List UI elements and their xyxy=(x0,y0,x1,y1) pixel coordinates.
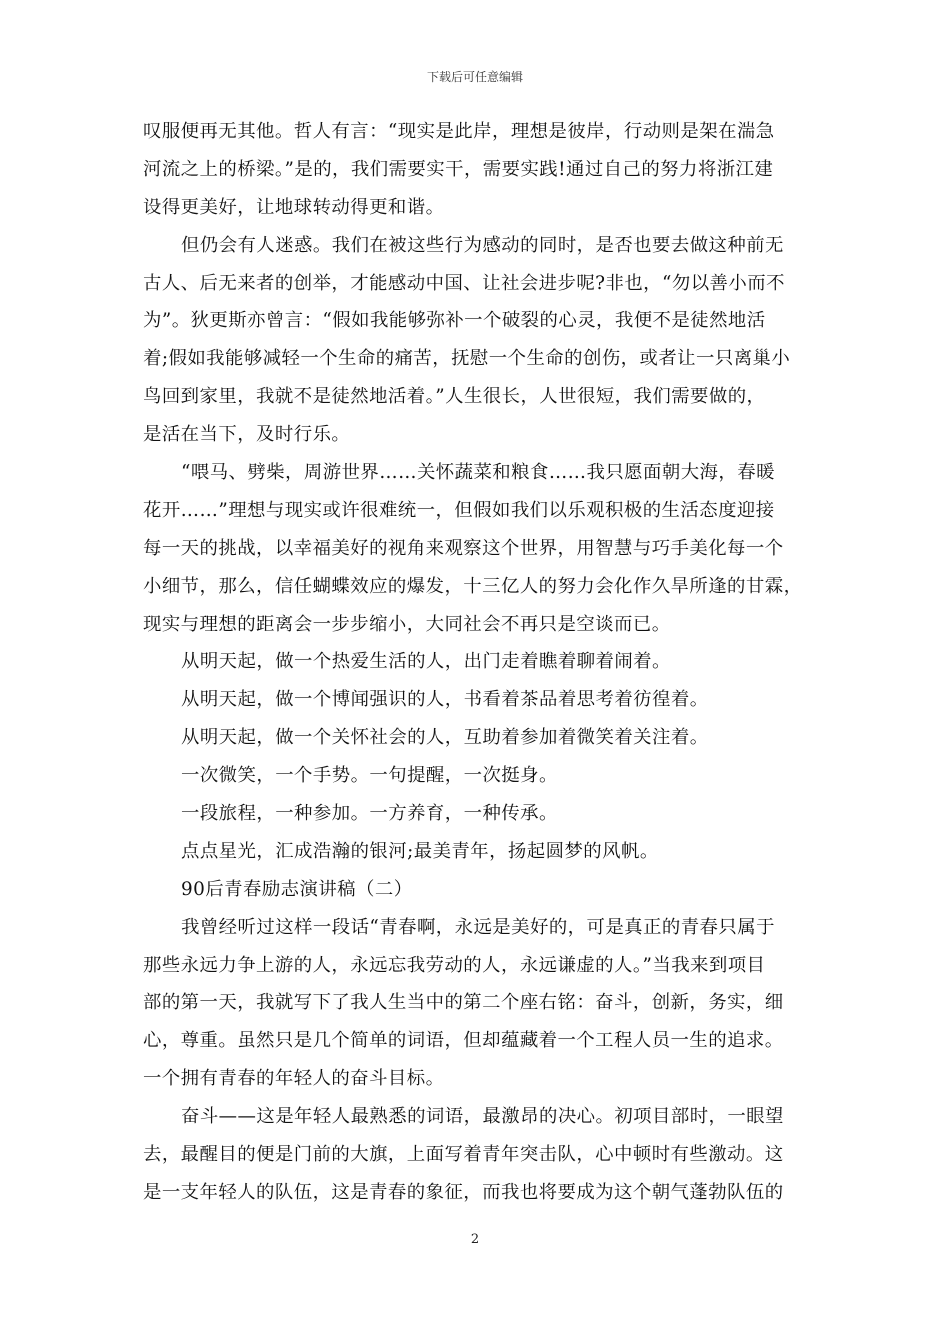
text-line: 从明天起，做一个关怀社会的人，互助着参加着微笑着关注着。 xyxy=(181,727,709,749)
text-line: 设得更美好，让地球转动得更和谐。 xyxy=(143,196,445,218)
text-line: 那些永远力争上游的人，永远忘我劳动的人，永远谦虚的人。”当我来到项目 xyxy=(143,954,766,976)
text-line: 着;假如我能够减轻一个生命的痛苦，抚慰一个生命的创伤，或者让一只离巢小 xyxy=(143,348,791,370)
text-line: 河流之上的桥梁。”是的，我们需要实干，需要实践!通过自己的努力将浙江建 xyxy=(143,158,774,180)
text-line: 90后青春励志演讲稿（二） xyxy=(181,878,413,900)
text-line: 奋斗——这是年轻人最熟悉的词语，最激昂的决心。初项目部时，一眼望 xyxy=(181,1106,784,1128)
text-line: 是一支年轻人的队伍，这是青春的象征，而我也将要成为这个朝气蓬勃队伍的 xyxy=(143,1181,784,1203)
text-line: 部的第一天，我就写下了我人生当中的第二个座右铭：奋斗，创新，务实，细 xyxy=(143,992,784,1014)
text-line: 花开……”理想与现实或许很难统一，但假如我们以乐观积极的生活态度迎接 xyxy=(143,499,775,521)
text-line: 古人、后无来者的创举，才能感动中国、让社会进步呢?非也，“勿以善小而不 xyxy=(143,272,785,294)
text-line: 一个拥有青春的年轻人的奋斗目标。 xyxy=(143,1068,445,1090)
text-line: 小细节，那么，信任蝴蝶效应的爆发，十三亿人的努力会化作久旱所逢的甘霖， xyxy=(143,575,803,597)
text-line: 从明天起，做一个热爱生活的人，出门走着瞧着聊着闹着。 xyxy=(181,651,671,673)
text-line: 现实与理想的距离会一步步缩小，大同社会不再只是空谈而已。 xyxy=(143,613,671,635)
document-body xyxy=(143,113,811,1212)
text-line: 鸟回到家里，我就不是徒然地活着。”人生很长，人世很短，我们需要做的， xyxy=(143,386,766,408)
page-number: 2 xyxy=(470,1232,480,1247)
text-line: 去，最醒目的便是门前的大旗，上面写着青年突击队，心中顿时有些激动。这 xyxy=(143,1144,784,1166)
text-line: 每一天的挑战，以幸福美好的视角来观察这个世界，用智慧与巧手美化每一个 xyxy=(143,537,784,559)
text-line: 为”。狄更斯亦曾言：“假如我能够弥补一个破裂的心灵，我便不是徒然地活 xyxy=(143,310,766,332)
text-line: 一次微笑，一个手势。一句提醒，一次挺身。 xyxy=(181,765,558,787)
page-header: 下载后可任意编辑 xyxy=(426,70,523,84)
text-line: 一段旅程，一种参加。一方养育，一种传承。 xyxy=(181,803,558,825)
text-line: 从明天起，做一个博闻强识的人，书看着茶品着思考着彷徨着。 xyxy=(181,689,709,711)
text-line: 是活在当下，及时行乐。 xyxy=(143,424,351,446)
text-line: “喂马、劈柴，周游世界……关怀蔬菜和粮食……我只愿面朝大海，春暖 xyxy=(181,462,775,484)
text-line: 心，尊重。虽然只是几个简单的词语，但却蕴藏着一个工程人员一生的追求。 xyxy=(143,1030,784,1052)
text-line: 叹服便再无其他。哲人有言：“现实是此岸，理想是彼岸，行动则是架在湍急 xyxy=(143,121,775,142)
text-line: 点点星光，汇成浩瀚的银河;最美青年，扬起圆梦的风帆。 xyxy=(181,840,659,862)
text-line: 但仍会有人迷惑。我们在被这些行为感动的同时，是否也要去做这种前无 xyxy=(181,234,784,256)
text-line: 我曾经听过这样一段话“青春啊，永远是美好的，可是真正的青春只属于 xyxy=(181,916,775,938)
